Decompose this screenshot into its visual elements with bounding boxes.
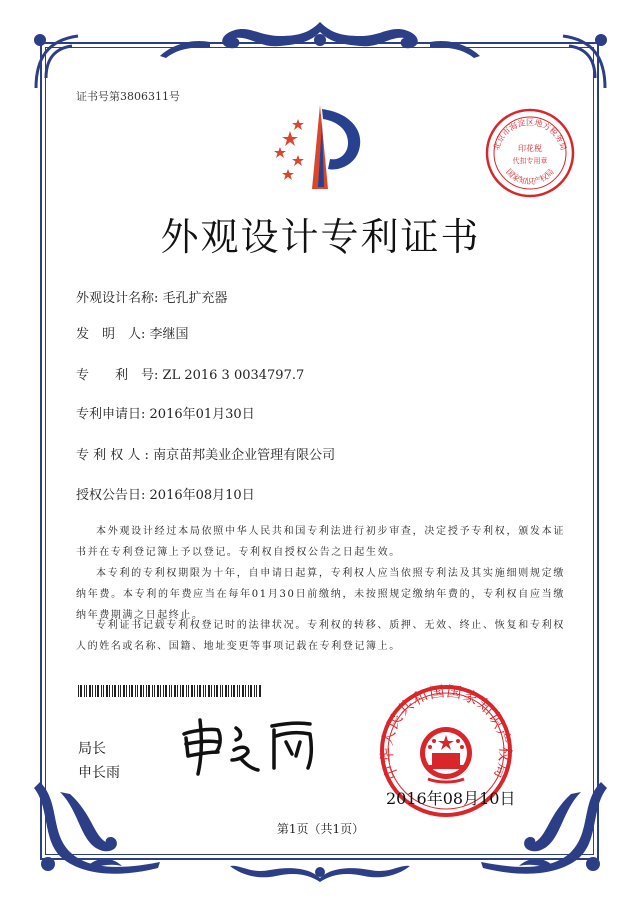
paragraph-legal-status: 专利证书记载专利权登记时的法律状况。专利权的转移、质押、无效、终止、恢复和专利权人的姓名或名称、国籍、地址变更等事项记载在专利登记簿上。 [76, 620, 565, 652]
field-patent-number [76, 364, 304, 383]
field-patentee [76, 444, 335, 463]
paragraph-grant-statement: 本外观设计经过本局依照中华人民共和国专利法进行初步审查，决定授予专利权，颁发本证书并在专利登记簿上予以登记。专利权自授权公告之日起生效。 [76, 526, 565, 558]
field-design-name [76, 287, 228, 306]
svg-text:国家知识产权局 [504, 167, 556, 186]
signatory-title: 局长 [78, 741, 106, 757]
tax-seal-outer-text: 北京市海淀区地方税务局 [491, 118, 569, 152]
top-right-corner-ornament [543, 28, 613, 98]
bottom-ornament [190, 848, 450, 884]
tax-seal-line2: 代扣专用章 [512, 157, 548, 165]
field-inventor-value: 李继国 [149, 327, 189, 342]
signatory-name: 申长雨 [78, 765, 120, 781]
page-info: 第1页（共1页） [276, 822, 365, 836]
handwritten-signature [178, 716, 328, 776]
field-inventor [76, 323, 189, 342]
field-patent-number-value: ZL 2016 3 0034797.7 [162, 368, 305, 383]
certificate-number: 证书号第3806311号 [76, 90, 180, 103]
field-design-name-value: 毛孔扩充器 [162, 291, 228, 306]
field-application-date-label: 专利申请日: [76, 407, 146, 422]
field-inventor-label: 发 明 人: [76, 327, 146, 342]
certificate-title: 外观设计专利证书 [160, 215, 481, 259]
national-seal-text: 中华人民共和国国家知识产权局 [378, 683, 514, 783]
tax-seal-line1: 印花税 [518, 144, 542, 153]
field-patentee-label: 专 利 权 人 : [76, 448, 149, 463]
tax-seal-bottom-text: 国家知识产权局 [504, 167, 556, 187]
paragraph-term-and-fees: 本专利的专利权期限为十年，自申请日起算，专利权人应当依照专利法及其实施细则规定缴纳年费。本专利的年费应当在每年01月30日前缴纳，未按照规定缴纳年费的，专利权自应当缴纳年费期满之日起终止。 [76, 568, 565, 621]
top-ornament [150, 18, 490, 62]
field-application-date-value: 2016年01月30日 [149, 407, 255, 422]
tax-stamp-seal [484, 107, 576, 199]
field-grant-date-label: 授权公告日: [76, 488, 146, 503]
national-emblem-icon [420, 727, 472, 782]
field-grant-date [76, 484, 255, 503]
field-application-date [76, 403, 255, 422]
field-design-name-label: 外观设计名称: [76, 291, 159, 306]
field-patent-number-label: 专 利 号: [76, 368, 159, 383]
field-grant-date-value: 2016年08月10日 [149, 488, 255, 503]
seal-date: 2016年08月10日 [386, 789, 516, 808]
barcode [78, 685, 264, 697]
field-patentee-value: 南京苗邦美业企业管理有限公司 [153, 448, 336, 463]
patent-office-emblem [262, 103, 372, 193]
